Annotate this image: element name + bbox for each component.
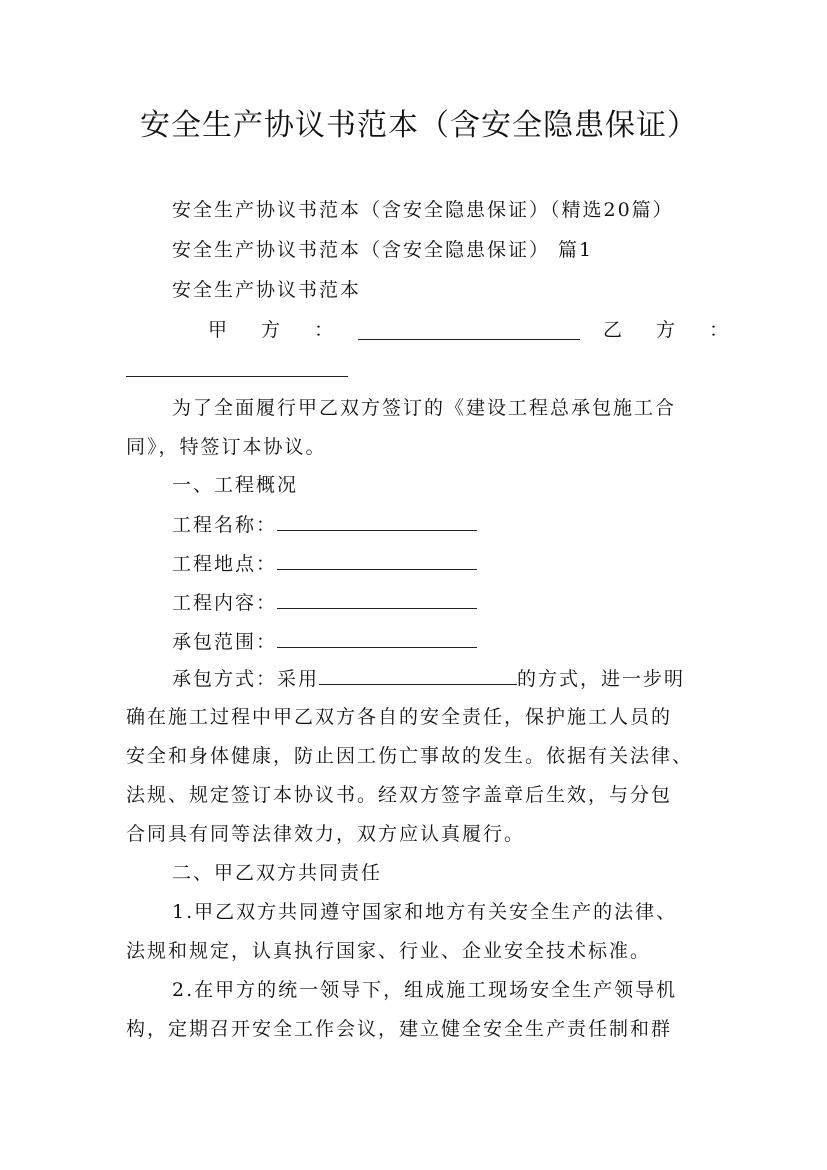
- section-heading: 一、工程概况: [172, 474, 299, 496]
- field-label: 工程名称：: [172, 514, 278, 536]
- paragraph-line: 确在施工过程中甲乙双方各自的安全责任，保护施工人员的: [126, 706, 673, 728]
- field-contract-method: [172, 666, 685, 691]
- field-label: 工程内容：: [172, 592, 278, 614]
- field-project-location: [172, 551, 477, 576]
- field-project-name: [172, 512, 477, 537]
- party-b-blank[interactable]: [126, 375, 348, 377]
- page-title: 安全生产协议书范本（含安全隐患保证）: [140, 108, 698, 143]
- paragraph-line: 构，定期召开安全工作会议，建立健全安全生产责任制和群: [126, 1018, 673, 1040]
- agreement-heading: 安全生产协议书范本: [172, 279, 362, 301]
- field-label: 承包范围：: [172, 631, 278, 653]
- paragraph-line: 法规和规定，认真执行国家、行业、企业安全技术标准。: [126, 940, 652, 962]
- field-text: 的方式，进一步明: [517, 668, 686, 690]
- field-project-content: [172, 590, 477, 615]
- paragraph-line: 合同具有同等法律效力，双方应认真履行。: [126, 823, 526, 845]
- project-content-blank[interactable]: [277, 590, 477, 609]
- section-heading: 安全生产协议书范本（含安全隐患保证） 篇1: [172, 239, 594, 261]
- field-label: 工程地点：: [172, 553, 278, 575]
- project-location-blank[interactable]: [277, 551, 477, 570]
- paragraph-line: 1.甲乙双方共同遵守国家和地方有关安全生产的法律、: [172, 901, 678, 923]
- document-subtitle: 安全生产协议书范本（含安全隐患保证）（精选20篇）: [172, 199, 674, 221]
- field-contract-scope: [172, 629, 477, 654]
- contract-method-blank[interactable]: [319, 666, 517, 685]
- paragraph-line: 2.在甲方的统一领导下，组成施工现场安全生产领导机: [172, 979, 678, 1001]
- contract-scope-blank[interactable]: [277, 629, 477, 648]
- paragraph-line: 为了全面履行甲乙双方签订的《建设工程总承包施工合: [172, 397, 677, 419]
- field-label: 承包方式：采用: [172, 668, 320, 690]
- party-a-blank[interactable]: [358, 338, 580, 340]
- paragraph-line: 安全和身体健康，防止因工伤亡事故的发生。依据有关法律、: [126, 745, 694, 767]
- paragraph-line: 同》，特签订本协议。: [126, 436, 327, 458]
- section-heading: 二、甲乙双方共同责任: [172, 862, 383, 884]
- party-a-label: 甲 方 ：: [208, 319, 348, 341]
- party-b-label: 乙 方 ：: [603, 319, 743, 341]
- paragraph-line: 法规、规定签订本协议书。经双方签字盖章后生效，与分包: [126, 784, 673, 806]
- project-name-blank[interactable]: [277, 512, 477, 531]
